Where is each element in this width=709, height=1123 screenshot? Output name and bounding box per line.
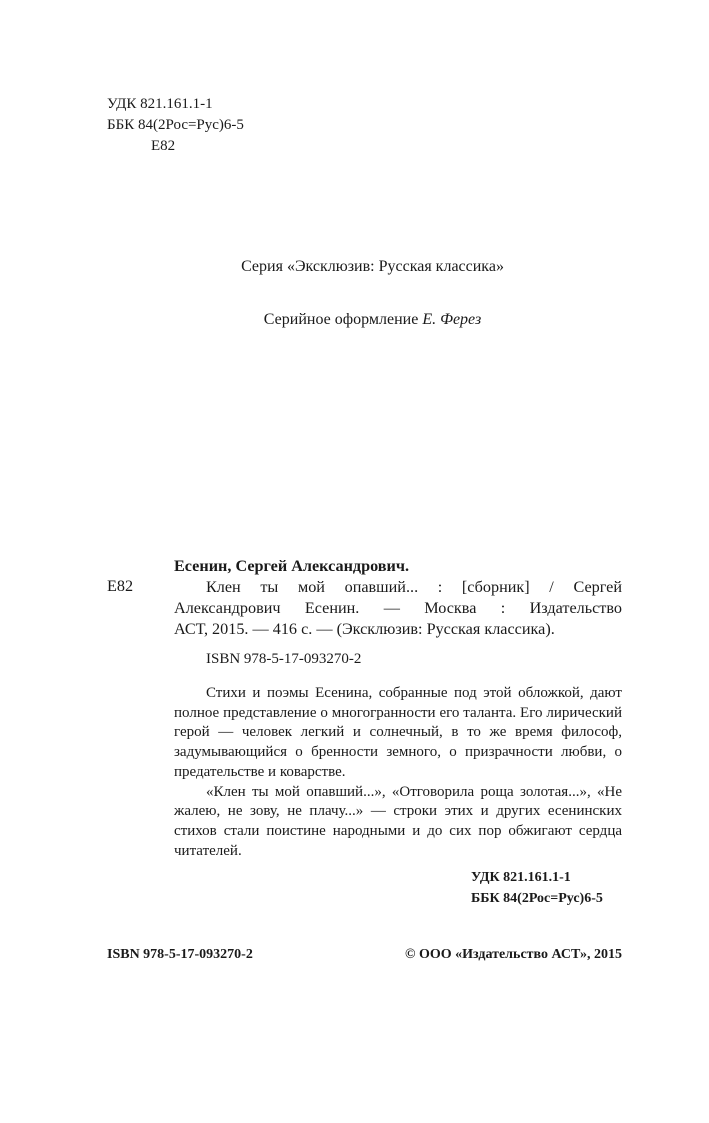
bib-isbn: ISBN 978-5-17-093270-2 [206, 651, 362, 667]
bottom-classification-codes [471, 867, 603, 909]
bib-author: Есенин, Сергей Александрович. [174, 557, 410, 575]
series-design [18, 311, 709, 329]
bib-description-line: Клен ты мой опавший... : [сборник] / Сергей [206, 578, 622, 596]
annotation-paragraph: «Клен ты мой опавший...», «Отговорила роща золотая...», «Не жалею, не зову, не плачу...» — строки этих и других есенинских стихов стали поистине народными и до сих пор обжигают сердца читателей. [174, 783, 622, 859]
classification-codes [107, 94, 244, 157]
annotation-paragraph: Стихи и поэмы Есенина, собранные под этой обложкой, дают полное представление о многогранности его таланта. Его лирический герой — человек легкий и солнечный, в то же время философ, задумывающийся о бренности земного, о призрачности любви, о предательстве и коварстве. [174, 685, 622, 780]
bib-author-mark: Е82 [107, 577, 134, 595]
series-designer: Е. Ферез [422, 311, 482, 328]
udk-code: УДК 821.161.1-1 [107, 96, 213, 112]
bib-description-line: АСТ, 2015. — 416 с. — (Эксклюзив: Русская классика). [174, 620, 555, 638]
series-title: Серия «Эксклюзив: Русская классика» [241, 258, 504, 275]
footer-isbn: ISBN 978-5-17-093270-2 [107, 947, 253, 962]
bottom-bbk-code: ББК 84(2Рос=Рус)6-5 [471, 891, 603, 906]
bib-description [174, 577, 622, 640]
annotation [174, 684, 622, 861]
bbk-code: ББК 84(2Рос=Рус)6-5 [107, 117, 244, 133]
footer-copyright: © ООО «Издательство АСТ», 2015 [404, 947, 622, 962]
author-mark: Е82 [151, 138, 176, 154]
bib-description-line: Александрович Есенин. — Москва : Издательство [174, 599, 622, 617]
series-design-label: Серийное оформление [263, 311, 423, 328]
bottom-udk-code: УДК 821.161.1-1 [471, 870, 571, 885]
